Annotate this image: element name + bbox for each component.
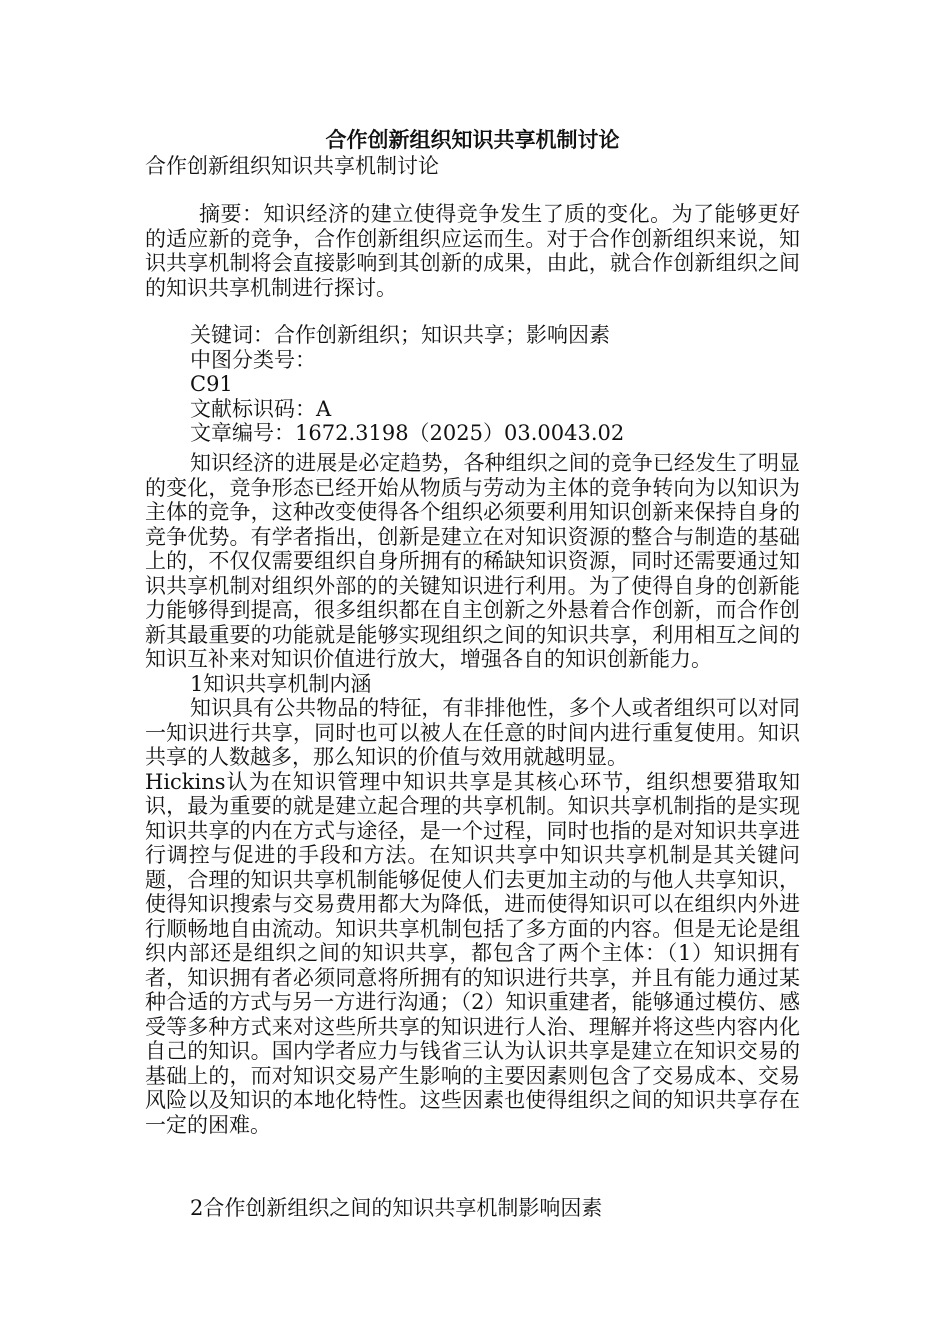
document-title: 合作创新组织知识共享机制讨论 [325, 127, 620, 152]
body-paragraph-1: 知识经济的进展是必定趋势，各种组织之间的竞争已经发生了明显的变化，竞争形态已经开始从物质与劳动为主体的竞争转向为以知识为主体的竞争，这种改变使得各个组织必须要利用知识创新来保持自身的竞争优势。有学者指出，创新是建立在对知识资源的整合与制造的基础上的，不仅仅需要组织自身所拥有的稀缺知识资源，同时还需要通过知识共享机制对组织外部的的关键知识进行利用。为了使得自身的创新能力能够得到提高，很多组织都在自主创新之外悬着合作创新，而合作创新其最重要的功能就是能够实现组织之间的知识共享，利用相互之间的知识互补来对知识价值进行放大，增强各自的知识创新能力。 [145, 451, 800, 671]
document-code-line: 文献标识码：A [190, 396, 332, 421]
body-paragraph-2: 知识具有公共物品的特征，有非排他性，多个人或者组织可以对同一知识进行共享，同时也可以被人在任意的时间内进行重复使用。知识共享的人数越多，那么知识的价值与效用就越明显。 [145, 696, 800, 769]
section-heading-2: 2合作创新组织之间的知识共享机制影响因素 [190, 1196, 603, 1220]
metadata-block [190, 323, 810, 446]
body-paragraph-3: Hickins认为在知识管理中知识共享是其核心环节，组织想要猎取知识，最为重要的就是建立起合理的共享机制。知识共享机制指的是实现知识共享的内在方式与途径，是一个过程，同时也指的是对知识共享进行调控与促进的手段和方法。在知识共享中知识共享机制是其关键问题，合理的知识共享机制能够促使人们去更加主动的与他人共享知识，使得知识搜索与交易费用都大为降低，进而使得知识可以在组织内外进行顺畅地自由流动。知识共享机制包括了多方面的内容。但是无论是组织内部还是组织之间的知识共享，都包含了两个主体：（1）知识拥有者，知识拥有者必须同意将所拥有的知识进行共享，并且有能力通过某种合适的方式与另一方进行沟通；（2）知识重建者，能够通过模仿、感受等多种方式来对这些所共享的知识进行人治、理解并将这些内容内化自己的知识。国内学者应力与钱省三认为认识共享是建立在知识交易的基础上的，而对知识交易产生影响的主要因素则包含了交易成本、交易风险以及知识的本地化特性。这些因素也使得组织之间的知识共享存在一定的困难。 [145, 769, 800, 1137]
body-text [145, 451, 800, 1137]
abstract-paragraph: 摘要：知识经济的建立使得竞争发生了质的变化。为了能够更好的适应新的竞争，合作创新组织应运而生。对于合作创新组织来说，知识共享机制将会直接影响到其创新的成果，由此，就合作创新组织之间的知识共享机制进行探讨。 [145, 202, 800, 300]
clc-value: C91 [190, 372, 233, 396]
keywords-line: 关键词：合作创新组织；知识共享；影响因素 [190, 323, 610, 347]
section-heading-1: 1知识共享机制内涵 [190, 671, 372, 696]
article-number-line: 文章编号：1672.3198（2025）03.0043.02 [190, 421, 625, 445]
document-subtitle: 合作创新组织知识共享机制讨论 [145, 154, 439, 178]
clc-label: 中图分类号： [190, 347, 316, 372]
